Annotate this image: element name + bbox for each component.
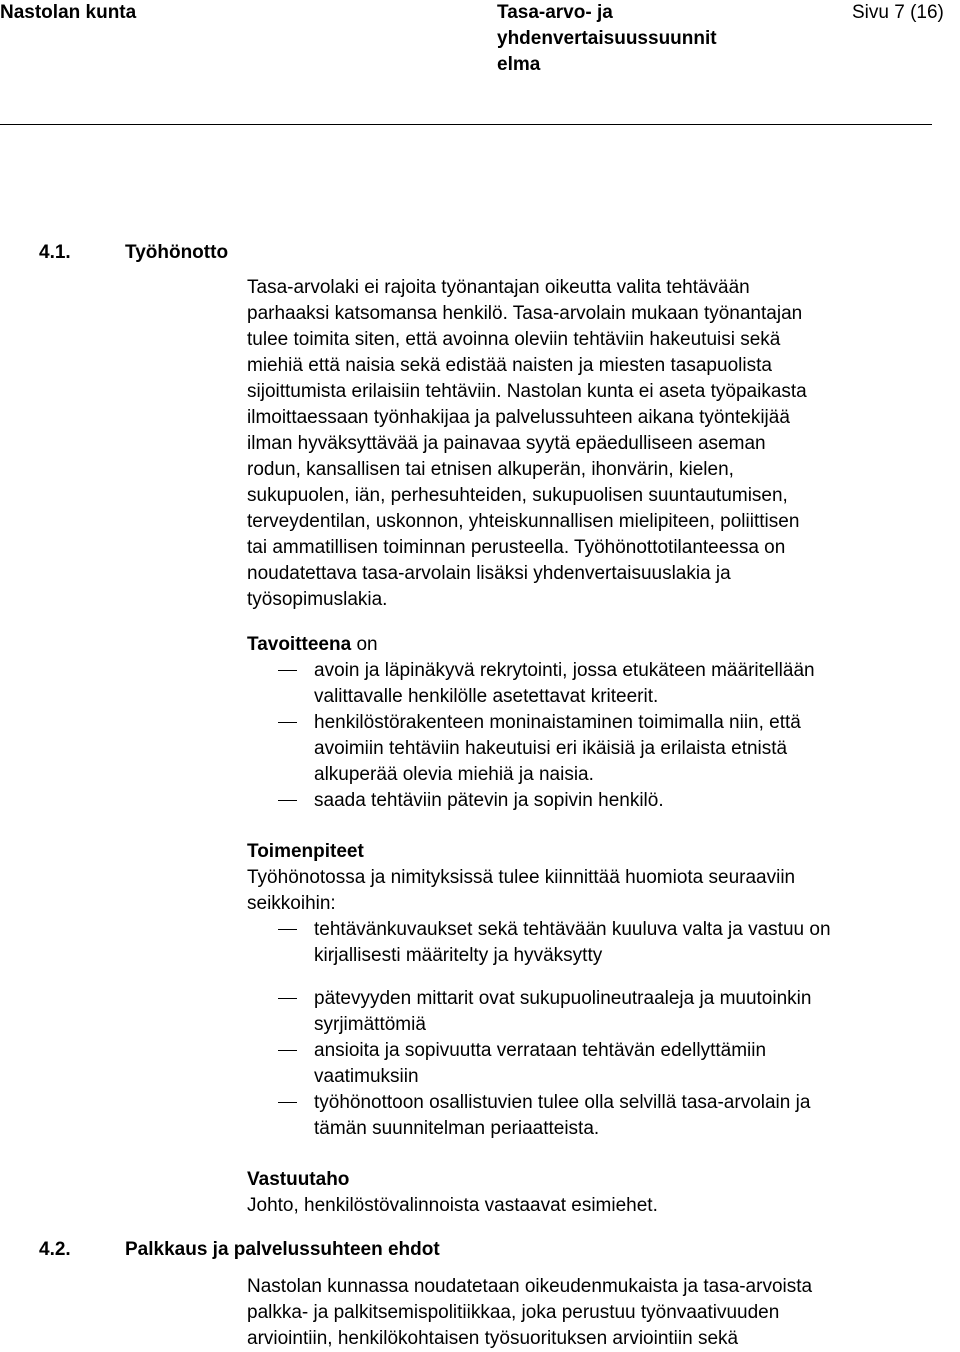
header-divider	[0, 124, 932, 125]
measure-item	[247, 1038, 937, 1090]
intro-line: seikkoihin:	[247, 893, 336, 914]
measure-item	[247, 986, 937, 1038]
responsible-text: Johto, henkilöstövalinnoista vastaavat esimiehet.	[247, 1195, 658, 1216]
goal-line: valittavalle henkilölle asetettavat kriteerit.	[314, 686, 659, 707]
measure-line: ansioita ja sopivuutta verrataan tehtävän edellyttämiin	[314, 1040, 767, 1061]
paragraph-line: työsopimuslakia.	[247, 589, 388, 610]
dash-bullet-icon	[278, 670, 297, 671]
pay-paragraph	[247, 1274, 937, 1352]
paragraph-line: noudatettava tasa-arvolain lisäksi yhdenvertaisuuslakia ja	[247, 563, 731, 584]
paragraph-line: ilman hyväksyttävää ja painavaa syytä epäedulliseen aseman	[247, 433, 766, 454]
measure-line: pätevyyden mittarit ovat sukupuolineutraaleja ja muutoinkin	[314, 988, 812, 1009]
goals-heading	[247, 632, 937, 658]
page-number: Sivu 7 (16)	[852, 2, 944, 23]
measure-line: kirjallisesti määritelty ja hyväksytty	[314, 945, 603, 966]
paragraph-line: rodun, kansallisen tai etnisen alkuperän, ihonvärin, kielen,	[247, 459, 734, 480]
dash-bullet-icon	[278, 722, 297, 723]
paragraph-line: arviointiin, henkilökohtaisen työsuorituksen arviointiin sekä	[247, 1328, 739, 1349]
paragraph-line: terveydentilan, uskonnon, yhteiskunnallisen mielipiteen, poliittisen	[247, 511, 800, 532]
paragraph-line: miehiä että naisia sekä edistää naisten ja miesten tasapuolista	[247, 355, 772, 376]
measures-heading: Toimenpiteet	[247, 841, 364, 862]
header-title-line: Tasa-arvo- ja	[497, 2, 613, 23]
measure-item	[247, 1090, 937, 1142]
section-title: Palkkaus ja palvelussuhteen ehdot	[125, 1239, 440, 1260]
goal-line: avoin ja läpinäkyvä rekrytointi, jossa etukäteen määritellään	[314, 660, 815, 681]
paragraph-line: palkka- ja palkitsemispolitiikkaa, joka perustuu työnvaativuuden	[247, 1302, 780, 1323]
measure-line: tämän suunnitelman periaatteista.	[314, 1118, 600, 1139]
measures-block	[247, 839, 937, 1142]
goal-line: avoimiin tehtäviin hakeutuisi eri ikäisiä ja erilaista etnistä	[314, 738, 788, 759]
goals-heading-rest: on	[351, 634, 378, 655]
dash-bullet-icon	[278, 1050, 297, 1051]
goal-line: alkuperää olevia miehiä ja naisia.	[314, 764, 594, 785]
measure-line: syrjimättömiä	[314, 1014, 426, 1035]
paragraph-line: tulee toimita siten, että avoinna oleviin tehtäviin hakeutuisi sekä	[247, 329, 781, 350]
recruitment-paragraph	[247, 275, 937, 613]
dash-bullet-icon	[278, 929, 297, 930]
paragraph-line: sijoittumista erilaisiin tehtäviin. Nastolan kunta ei aseta työpaikasta	[247, 381, 807, 402]
dash-bullet-icon	[278, 998, 297, 999]
responsible-block	[247, 1167, 937, 1219]
section-title: Työhönotto	[125, 242, 229, 263]
goal-item	[247, 710, 937, 788]
section-number: 4.1.	[39, 242, 71, 263]
measure-line: vaatimuksiin	[314, 1066, 419, 1087]
header-title-line: elma	[497, 54, 541, 75]
paragraph-line: parhaaksi katsomansa henkilö. Tasa-arvolain mukaan työnantajan	[247, 303, 803, 324]
intro-line: Työhönotossa ja nimityksissä tulee kiinnittää huomiota seuraaviin	[247, 867, 796, 888]
measure-line: tehtävänkuvaukset sekä tehtävään kuuluva valta ja vastuu on	[314, 919, 831, 940]
header-title-line: yhdenvertaisuussuunnit	[497, 28, 717, 49]
responsible-heading: Vastuutaho	[247, 1169, 350, 1190]
goal-item	[247, 788, 937, 814]
header-document-title	[497, 0, 717, 78]
goal-line: saada tehtäviin pätevin ja sopivin henkilö.	[314, 790, 664, 811]
goal-item	[247, 658, 937, 710]
header-organization: Nastolan kunta	[0, 2, 137, 23]
section-number: 4.2.	[39, 1239, 71, 1260]
paragraph-line: Nastolan kunnassa noudatetaan oikeudenmukaista ja tasa-arvoista	[247, 1276, 813, 1297]
paragraph-line: sukupuolen, iän, perhesuhteiden, sukupuolisen suuntautumisen,	[247, 485, 788, 506]
goals-heading-bold: Tavoitteena	[247, 634, 352, 655]
dash-bullet-icon	[278, 1102, 297, 1103]
paragraph-line: tai ammatillisen toiminnan perusteella. Työhönottotilanteessa on	[247, 537, 786, 558]
measure-item	[247, 917, 937, 969]
measures-intro	[247, 865, 937, 917]
goals-block	[247, 632, 937, 814]
dash-bullet-icon	[278, 800, 297, 801]
goal-line: henkilöstörakenteen moninaistaminen toimimalla niin, että	[314, 712, 801, 733]
paragraph-line: ilmoittaessaan työnhakijaa ja palvelussuhteen aikana työntekijää	[247, 407, 790, 428]
measure-line: työhönottoon osallistuvien tulee olla selvillä tasa-arvolain ja	[314, 1092, 811, 1113]
paragraph-line: Tasa-arvolaki ei rajoita työnantajan oikeutta valita tehtävään	[247, 277, 750, 298]
